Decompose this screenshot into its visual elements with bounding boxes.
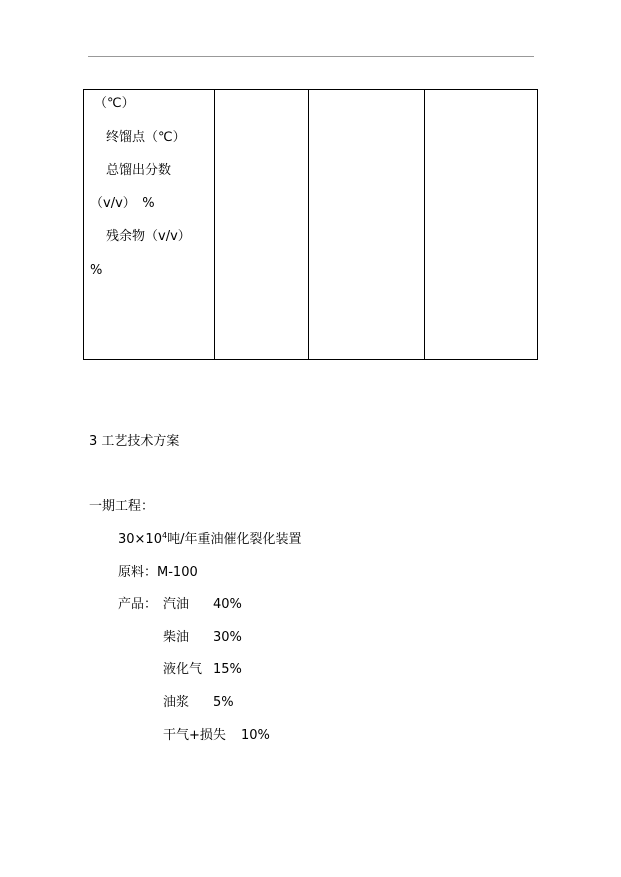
products-label: 产品：	[118, 597, 158, 612]
product-name: 液化气	[163, 662, 203, 677]
section-heading: 3 工艺技术方案	[89, 434, 180, 449]
table-cell	[215, 90, 309, 360]
unit-capacity	[118, 532, 301, 548]
cell-line: （v/v） %	[90, 196, 155, 211]
unit-prefix: 30×10	[118, 532, 162, 547]
phase-title: 一期工程：	[89, 499, 155, 514]
product-name: 干气+损失	[163, 728, 226, 743]
cell-line: （℃）	[94, 96, 135, 111]
feed-label: 原料：	[118, 565, 158, 580]
cell-line: 终馏点（℃）	[106, 130, 186, 145]
unit-suffix: 吨/年重油催化裂化装置	[167, 532, 302, 547]
table-cell-label	[84, 90, 215, 360]
table-cell	[425, 90, 538, 360]
table-cell	[309, 90, 425, 360]
spec-table	[83, 89, 538, 360]
product-name: 汽油	[163, 597, 190, 612]
product-pct: 30%	[213, 630, 242, 645]
feed-line	[118, 565, 198, 581]
header-rule	[88, 56, 534, 57]
feed-value: M-100	[157, 565, 198, 580]
cell-line: 残余物（v/v）	[106, 229, 191, 244]
product-name: 油浆	[163, 695, 190, 710]
product-pct: 15%	[213, 662, 242, 677]
product-pct: 10%	[241, 728, 270, 743]
product-pct: 5%	[213, 695, 234, 710]
product-pct: 40%	[213, 597, 242, 612]
cell-line: %	[90, 263, 103, 278]
unit-exponent: 4	[161, 531, 168, 540]
table-row	[84, 90, 538, 360]
cell-line: 总馏出分数	[106, 163, 172, 178]
product-name: 柴油	[163, 630, 190, 645]
